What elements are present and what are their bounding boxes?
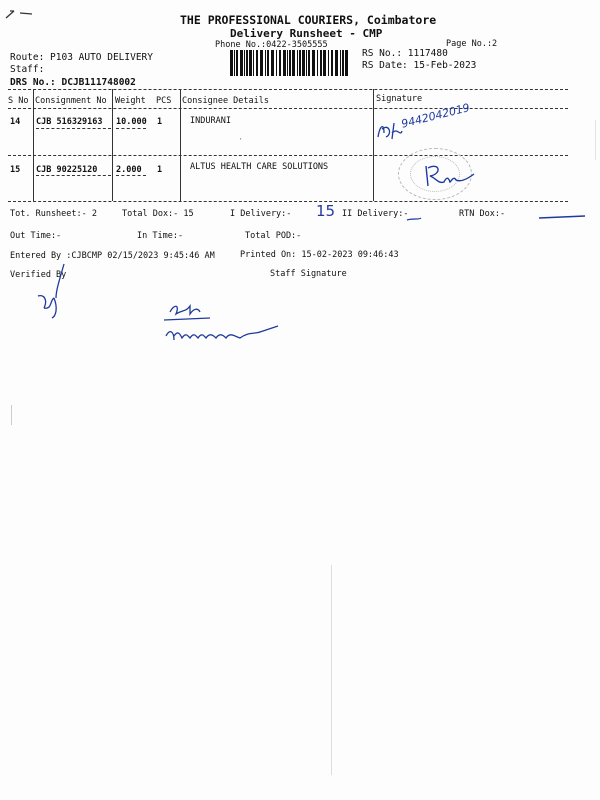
corner-mark-icon	[0, 8, 40, 22]
row15-signature	[420, 160, 480, 190]
table-bottom-rule	[8, 201, 568, 202]
row-pcs: 1	[157, 165, 163, 175]
column-divider	[112, 89, 113, 201]
total-pod: Total POD:-	[245, 231, 302, 241]
drs-value: DCJB111748002	[61, 77, 136, 88]
barcode-bar	[317, 50, 318, 76]
rs-number: RS No.: 1117480	[362, 48, 448, 59]
row-consignee: INDURANI	[190, 116, 231, 126]
barcode-bar	[306, 50, 307, 76]
barcode-bar	[246, 50, 248, 76]
verified-signature	[34, 260, 84, 322]
total-dox: Total Dox:- 15	[122, 209, 194, 219]
barcode-bar	[271, 50, 274, 76]
table-top-rule	[8, 89, 568, 90]
staff-line: Staff:	[10, 64, 45, 75]
col-header-weight: Weight	[115, 96, 146, 106]
cell-underline	[36, 128, 111, 129]
row-consignment: CJB 90225120	[36, 165, 98, 175]
scan-artifact-line	[11, 405, 12, 425]
barcode	[230, 50, 350, 76]
cell-underline	[116, 175, 146, 176]
row-consignee: ALTUS HEALTH CARE SOLUTIONS	[190, 162, 329, 172]
handwritten-strokes	[405, 208, 595, 228]
barcode-bar	[240, 50, 243, 76]
printed-on: Printed On: 15-02-2023 09:46:43	[240, 250, 399, 260]
cell-underline	[36, 175, 111, 176]
barcode-bar	[328, 50, 329, 76]
barcode-bar	[308, 50, 310, 76]
page-number: Page No.:2	[446, 39, 498, 49]
col-header-sno: S No	[8, 96, 29, 106]
col-header-pcs: PCS	[156, 96, 172, 106]
barcode-bar	[302, 50, 305, 76]
barcode-bar	[244, 50, 245, 76]
stray-mark: ·	[238, 135, 244, 145]
row-weight: 10.000	[116, 117, 147, 127]
col-header-signature: Signature	[376, 94, 423, 104]
ii-delivery: II Delivery:-	[342, 209, 409, 219]
row-weight: 2.000	[116, 165, 142, 175]
scan-artifact-line	[595, 120, 596, 160]
barcode-bar	[253, 50, 254, 76]
barcode-bar	[345, 50, 348, 76]
barcode-bar	[323, 50, 326, 76]
column-divider	[33, 89, 34, 201]
in-time: In Time:-	[137, 231, 184, 241]
barcode-bar	[320, 50, 322, 76]
barcode-bar	[289, 50, 291, 76]
barcode-bar	[276, 50, 277, 76]
barcode-bar	[230, 50, 233, 76]
verified-by: Verified By	[10, 270, 67, 280]
barcode-bar	[256, 50, 258, 76]
drs-number	[10, 77, 136, 88]
barcode-bar	[236, 50, 238, 76]
barcode-bar	[260, 50, 263, 76]
barcode-bar	[287, 50, 288, 76]
route-line: Route: P103 AUTO DELIVERY	[10, 52, 153, 63]
barcode-bar	[342, 50, 344, 76]
barcode-bar	[340, 50, 341, 76]
drs-label: DRS No.:	[10, 77, 56, 88]
barcode-bar	[299, 50, 301, 76]
staff-signature	[160, 298, 285, 350]
rs-date: RS Date: 15-Feb-2023	[362, 60, 477, 71]
row-sno: 15	[10, 165, 21, 175]
out-time: Out Time:-	[10, 231, 62, 241]
barcode-bar	[283, 50, 286, 76]
col-header-consignee: Consignee Details	[182, 96, 269, 106]
row-divider	[8, 155, 568, 156]
phone-number: Phone No.:0422-3505555	[215, 40, 328, 50]
barcode-bar	[265, 50, 266, 76]
barcode-bar	[279, 50, 281, 76]
barcode-bar	[267, 50, 269, 76]
row14-handwritten-phone: 9442042019	[400, 101, 472, 131]
row-sno: 14	[10, 117, 21, 127]
barcode-bar	[312, 50, 315, 76]
cell-underline	[116, 128, 146, 129]
i-delivery: I Delivery:-	[230, 209, 292, 219]
row-pcs: 1	[157, 117, 163, 127]
barcode-bar	[234, 50, 235, 76]
barcode-bar	[297, 50, 298, 76]
runsheet-title: Delivery Runsheet - CMP	[230, 27, 383, 40]
barcode-bar	[292, 50, 295, 76]
barcode-bar	[331, 50, 333, 76]
column-divider	[180, 89, 181, 201]
rtn-dox: RTN Dox:-	[459, 209, 506, 219]
scan-artifact-line	[331, 565, 332, 775]
i-delivery-handwritten: 15	[316, 202, 336, 220]
company-name: THE PROFESSIONAL COURIERS, Coimbatore	[180, 13, 437, 27]
table-header-rule	[8, 108, 568, 109]
col-header-consignment: Consignment No	[35, 96, 107, 106]
entered-by: Entered By :CJBCMP 02/15/2023 9:45:46 AM	[10, 251, 215, 261]
barcode-bar	[335, 50, 338, 76]
row-consignment: CJB 516329163	[36, 117, 103, 127]
total-runsheet: Tot. Runsheet:- 2	[10, 209, 97, 219]
staff-signature-label: Staff Signature	[270, 269, 347, 279]
barcode-bar	[249, 50, 252, 76]
